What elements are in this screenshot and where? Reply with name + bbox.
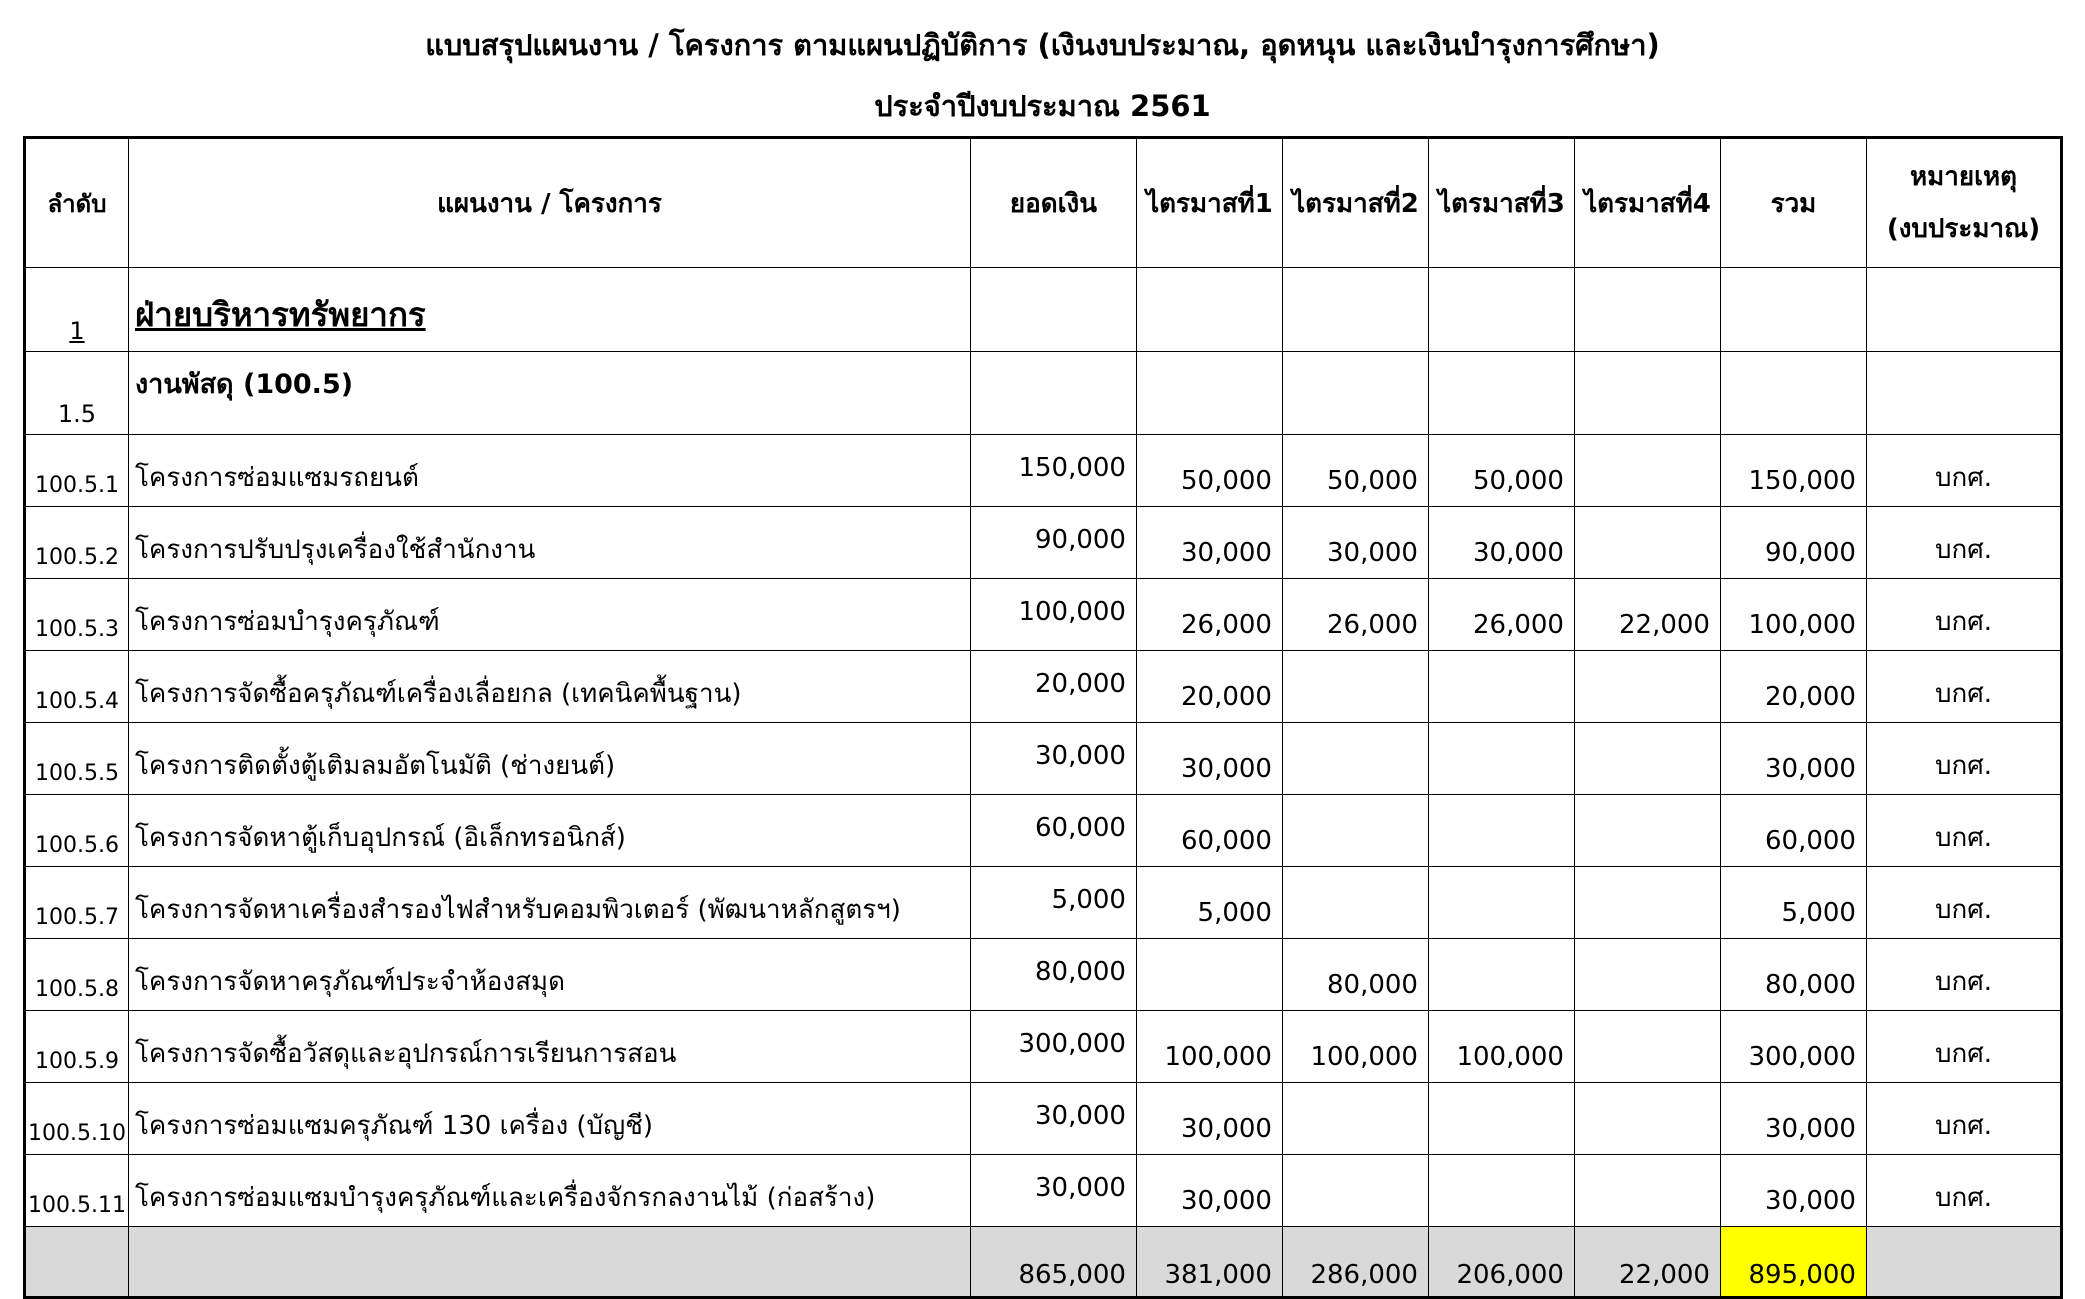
plan-summary-table [23, 136, 2063, 1299]
q1-cell: 30,000 [1136, 1155, 1282, 1227]
q3-cell: 30,000 [1428, 507, 1574, 579]
q2-cell: 30,000 [1282, 507, 1428, 579]
amount-cell: 150,000 [970, 435, 1136, 507]
q4-cell [1574, 795, 1720, 867]
header-q4: ไตรมาสที่4 [1574, 138, 1720, 268]
empty-cell [970, 268, 1136, 352]
amount-cell: 90,000 [970, 507, 1136, 579]
totals-q4: 22,000 [1574, 1227, 1720, 1298]
amount-cell: 5,000 [970, 867, 1136, 939]
q3-cell [1428, 1083, 1574, 1155]
remark-cell: บกศ. [1866, 723, 2061, 795]
amount-cell: 30,000 [970, 1083, 1136, 1155]
q2-cell: 50,000 [1282, 435, 1428, 507]
remark-cell: บกศ. [1866, 939, 2061, 1011]
q2-cell [1282, 723, 1428, 795]
q1-cell: 30,000 [1136, 723, 1282, 795]
row-no: 100.5.8 [25, 939, 129, 1011]
q1-cell: 5,000 [1136, 867, 1282, 939]
document-subtitle: ประจำปีงบประมาณ 2561 [874, 89, 1211, 123]
q4-cell [1574, 1011, 1720, 1083]
remark-cell: บกศ. [1866, 651, 2061, 723]
q3-cell: 100,000 [1428, 1011, 1574, 1083]
q4-cell [1574, 1155, 1720, 1227]
empty-cell [1866, 352, 2061, 435]
total-cell: 30,000 [1720, 723, 1866, 795]
project-name: โครงการจัดหาครุภัณฑ์ประจำห้องสมุด [128, 939, 970, 1011]
row-no: 100.5.6 [25, 795, 129, 867]
empty-cell [1136, 268, 1282, 352]
q1-cell: 60,000 [1136, 795, 1282, 867]
remark-cell: บกศ. [1866, 1011, 2061, 1083]
row-no: 100.5.9 [25, 1011, 129, 1083]
empty-cell [128, 1227, 970, 1298]
empty-cell [1866, 268, 2061, 352]
row-no: 100.5.11 [25, 1155, 129, 1227]
empty-cell [1720, 268, 1866, 352]
row-no: 100.5.2 [25, 507, 129, 579]
q3-cell [1428, 867, 1574, 939]
q4-cell [1574, 507, 1720, 579]
total-cell: 90,000 [1720, 507, 1866, 579]
document-title: แบบสรุปแผนงาน / โครงการ ตามแผนปฏิบัติการ (เงินงบประมาณ, อุดหนุน และเงินบำรุงการศึกษา) [425, 28, 1660, 62]
total-cell: 5,000 [1720, 867, 1866, 939]
q2-cell [1282, 795, 1428, 867]
totals-q2: 286,000 [1282, 1227, 1428, 1298]
row-no: 100.5.4 [25, 651, 129, 723]
section-name-cell [128, 268, 970, 352]
q3-cell [1428, 723, 1574, 795]
header-name: แผนงาน / โครงการ [128, 138, 970, 268]
q4-cell [1574, 939, 1720, 1011]
header-total: รวม [1720, 138, 1866, 268]
section-row [25, 268, 2062, 352]
header-remark-line2: (งบประมาณ) [1886, 214, 2041, 244]
q2-cell [1282, 867, 1428, 939]
row-no: 100.5.10 [25, 1083, 129, 1155]
q2-cell [1282, 1155, 1428, 1227]
total-cell: 60,000 [1720, 795, 1866, 867]
q4-cell [1574, 1083, 1720, 1155]
subsection-row [25, 352, 2062, 435]
empty-cell [1574, 268, 1720, 352]
header-q1: ไตรมาสที่1 [1136, 138, 1282, 268]
remark-cell: บกศ. [1866, 435, 2061, 507]
remark-cell: บกศ. [1866, 1155, 2061, 1227]
empty-cell [1866, 1227, 2061, 1298]
q1-cell: 26,000 [1136, 579, 1282, 651]
total-cell: 30,000 [1720, 1083, 1866, 1155]
project-name: โครงการปรับปรุงเครื่องใช้สำนักงาน [128, 507, 970, 579]
totals-q3: 206,000 [1428, 1227, 1574, 1298]
empty-cell [1136, 352, 1282, 435]
q3-cell [1428, 939, 1574, 1011]
table-row [25, 939, 2062, 1011]
total-cell: 100,000 [1720, 579, 1866, 651]
table-row [25, 1155, 2062, 1227]
q3-cell [1428, 1155, 1574, 1227]
project-name: โครงการจัดหาเครื่องสำรองไฟสำหรับคอมพิวเตอร์ (พัฒนาหลักสูตรฯ) [128, 867, 970, 939]
q2-cell [1282, 651, 1428, 723]
q1-cell: 30,000 [1136, 1083, 1282, 1155]
amount-cell: 60,000 [970, 795, 1136, 867]
q2-cell [1282, 1083, 1428, 1155]
row-no: 100.5.7 [25, 867, 129, 939]
project-name: โครงการจัดหาตู้เก็บอุปกรณ์ (อิเล็กทรอนิกส์) [128, 795, 970, 867]
project-name: โครงการจัดซื้อวัสดุและอุปกรณ์การเรียนการสอน [128, 1011, 970, 1083]
q1-cell: 30,000 [1136, 507, 1282, 579]
header-remark-line1: หมายเหตุ [1909, 162, 2017, 192]
amount-cell: 300,000 [970, 1011, 1136, 1083]
q1-cell: 20,000 [1136, 651, 1282, 723]
q1-cell: 100,000 [1136, 1011, 1282, 1083]
amount-cell: 30,000 [970, 1155, 1136, 1227]
section-name: ฝ่ายบริหารทรัพยากร [134, 295, 426, 334]
table-row [25, 1083, 2062, 1155]
total-cell: 30,000 [1720, 1155, 1866, 1227]
section-no: 1 [25, 268, 129, 352]
empty-cell [1282, 352, 1428, 435]
q2-cell: 80,000 [1282, 939, 1428, 1011]
q3-cell: 26,000 [1428, 579, 1574, 651]
empty-cell [1574, 352, 1720, 435]
project-name: โครงการจัดซื้อครุภัณฑ์เครื่องเลื่อยกล (เทคนิคพื้นฐาน) [128, 651, 970, 723]
table-row [25, 435, 2062, 507]
remark-cell: บกศ. [1866, 795, 2061, 867]
empty-cell [970, 352, 1136, 435]
project-name: โครงการซ่อมแซมรถยนต์ [128, 435, 970, 507]
empty-cell [1428, 268, 1574, 352]
totals-q1: 381,000 [1136, 1227, 1282, 1298]
table-row [25, 579, 2062, 651]
empty-cell [25, 1227, 129, 1298]
empty-cell [1428, 352, 1574, 435]
q4-cell: 22,000 [1574, 579, 1720, 651]
row-no: 100.5.1 [25, 435, 129, 507]
header-q3: ไตรมาสที่3 [1428, 138, 1574, 268]
remark-cell: บกศ. [1866, 867, 2061, 939]
table-row [25, 651, 2062, 723]
remark-cell: บกศ. [1866, 579, 2061, 651]
total-cell: 80,000 [1720, 939, 1866, 1011]
q4-cell [1574, 867, 1720, 939]
remark-cell: บกศ. [1866, 1083, 2061, 1155]
header-q2: ไตรมาสที่2 [1282, 138, 1428, 268]
row-no: 100.5.5 [25, 723, 129, 795]
header-amount: ยอดเงิน [970, 138, 1136, 268]
row-no: 100.5.3 [25, 579, 129, 651]
table-row [25, 507, 2062, 579]
empty-cell [1720, 352, 1866, 435]
table-row [25, 867, 2062, 939]
totals-row [25, 1227, 2062, 1298]
q3-cell [1428, 795, 1574, 867]
header-remark [1866, 138, 2061, 268]
q2-cell: 100,000 [1282, 1011, 1428, 1083]
q4-cell [1574, 435, 1720, 507]
totals-total: 895,000 [1720, 1227, 1866, 1298]
table-row [25, 723, 2062, 795]
q4-cell [1574, 651, 1720, 723]
table-row [25, 1011, 2062, 1083]
project-name: โครงการติดตั้งตู้เติมลมอัตโนมัติ (ช่างยนต์) [128, 723, 970, 795]
subsection-name-cell [128, 352, 970, 435]
project-name: โครงการซ่อมแซมบำรุงครุภัณฑ์และเครื่องจักรกลงานไม้ (ก่อสร้าง) [128, 1155, 970, 1227]
header-row [25, 138, 2062, 268]
total-cell: 20,000 [1720, 651, 1866, 723]
subsection-no: 1.5 [25, 352, 129, 435]
q3-cell [1428, 651, 1574, 723]
empty-cell [1282, 268, 1428, 352]
q4-cell [1574, 723, 1720, 795]
amount-cell: 20,000 [970, 651, 1136, 723]
q2-cell: 26,000 [1282, 579, 1428, 651]
total-cell: 300,000 [1720, 1011, 1866, 1083]
totals-amount: 865,000 [970, 1227, 1136, 1298]
remark-cell: บกศ. [1866, 507, 2061, 579]
amount-cell: 30,000 [970, 723, 1136, 795]
amount-cell: 100,000 [970, 579, 1136, 651]
q1-cell [1136, 939, 1282, 1011]
project-name: โครงการซ่อมบำรุงครุภัณฑ์ [128, 579, 970, 651]
total-cell: 150,000 [1720, 435, 1866, 507]
header-no: ลำดับ [25, 138, 129, 268]
project-name: โครงการซ่อมแซมครุภัณฑ์ 130 เครื่อง (บัญชี) [128, 1083, 970, 1155]
q3-cell: 50,000 [1428, 435, 1574, 507]
amount-cell: 80,000 [970, 939, 1136, 1011]
table-row [25, 795, 2062, 867]
subsection-name: งานพัสดุ (100.5) [134, 369, 354, 400]
q1-cell: 50,000 [1136, 435, 1282, 507]
